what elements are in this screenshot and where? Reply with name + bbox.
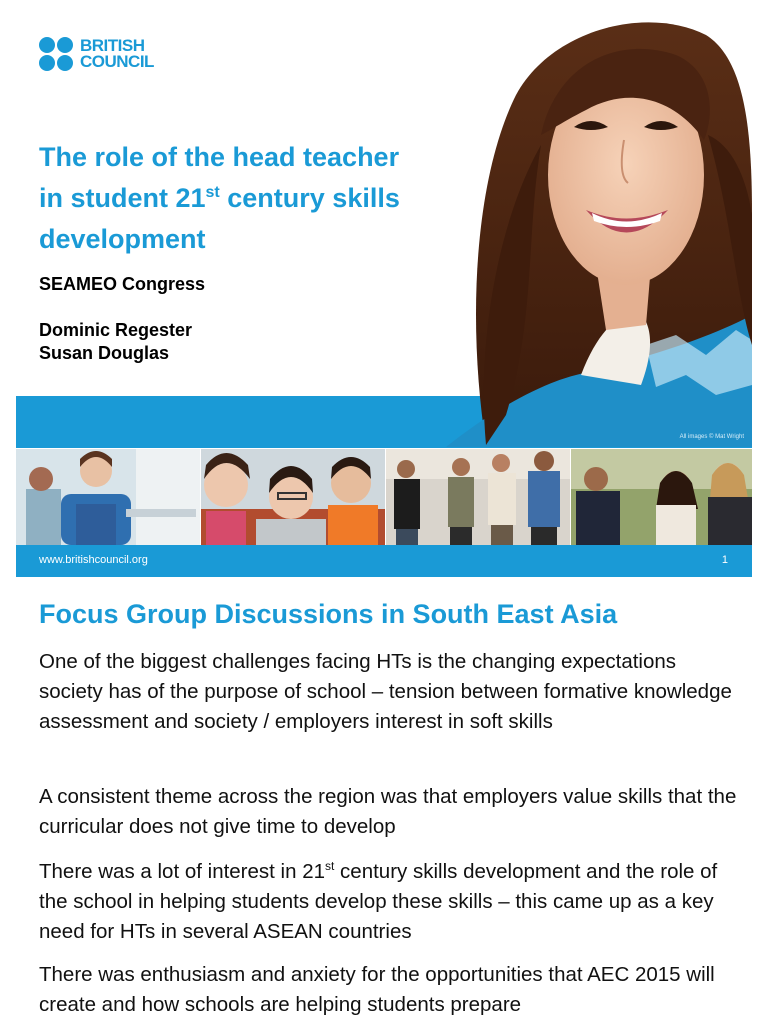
author-list (39, 319, 192, 365)
british-council-logo (39, 37, 154, 71)
paragraph-4: There was enthusiasm and anxiety for the opportunities that AEC 2015 will create and how schools are helping students prepare (39, 963, 715, 1016)
author-name: Dominic Regester (39, 320, 193, 340)
content-slide (16, 590, 752, 1024)
presentation-title (39, 137, 459, 260)
paragraph-3-post: century skills development and the role of the school in helping students develop these skills – this came up as a key need for HTs in several ASEAN countries (39, 860, 718, 943)
title-line-2-pre: in student 21 (39, 183, 206, 213)
slide-number: 1 (721, 554, 728, 566)
title-line-2-post: century skills (219, 183, 400, 213)
paragraph-1: One of the biggest challenges facing HTs is the changing expectations society has of the purpose of school – tension between formative knowledge assessment and society / employers interest in soft skills (39, 650, 732, 733)
event-name: SEAMEO Congress (39, 274, 206, 294)
paragraph-3-pre: There was a lot of interest in 21 (39, 860, 326, 883)
slide-title: Focus Group Discussions in South East Asia (39, 599, 618, 629)
logo-line-2: COUNCIL (80, 52, 154, 71)
paragraph-2: A consistent theme across the region was that employers value skills that the curricular does not give time to develop (39, 785, 737, 838)
paragraph-3 (39, 857, 739, 947)
students-photo-strip (16, 449, 752, 545)
paragraph-3-sup: st (325, 859, 335, 873)
logo-text (80, 38, 154, 70)
footer-url: www.britishcouncil.org (39, 554, 148, 566)
logo-line-1: BRITISH (80, 36, 145, 55)
title-line-3: development (39, 224, 206, 254)
title-line-2-sup: st (205, 184, 220, 201)
title-line-1: The role of the head teacher (39, 142, 400, 172)
logo-dots-icon (39, 37, 73, 71)
student-portrait-image (446, 15, 752, 447)
image-credit: All images © Mat Wright (679, 434, 744, 440)
title-slide (16, 15, 752, 577)
author-name: Susan Douglas (39, 343, 170, 363)
